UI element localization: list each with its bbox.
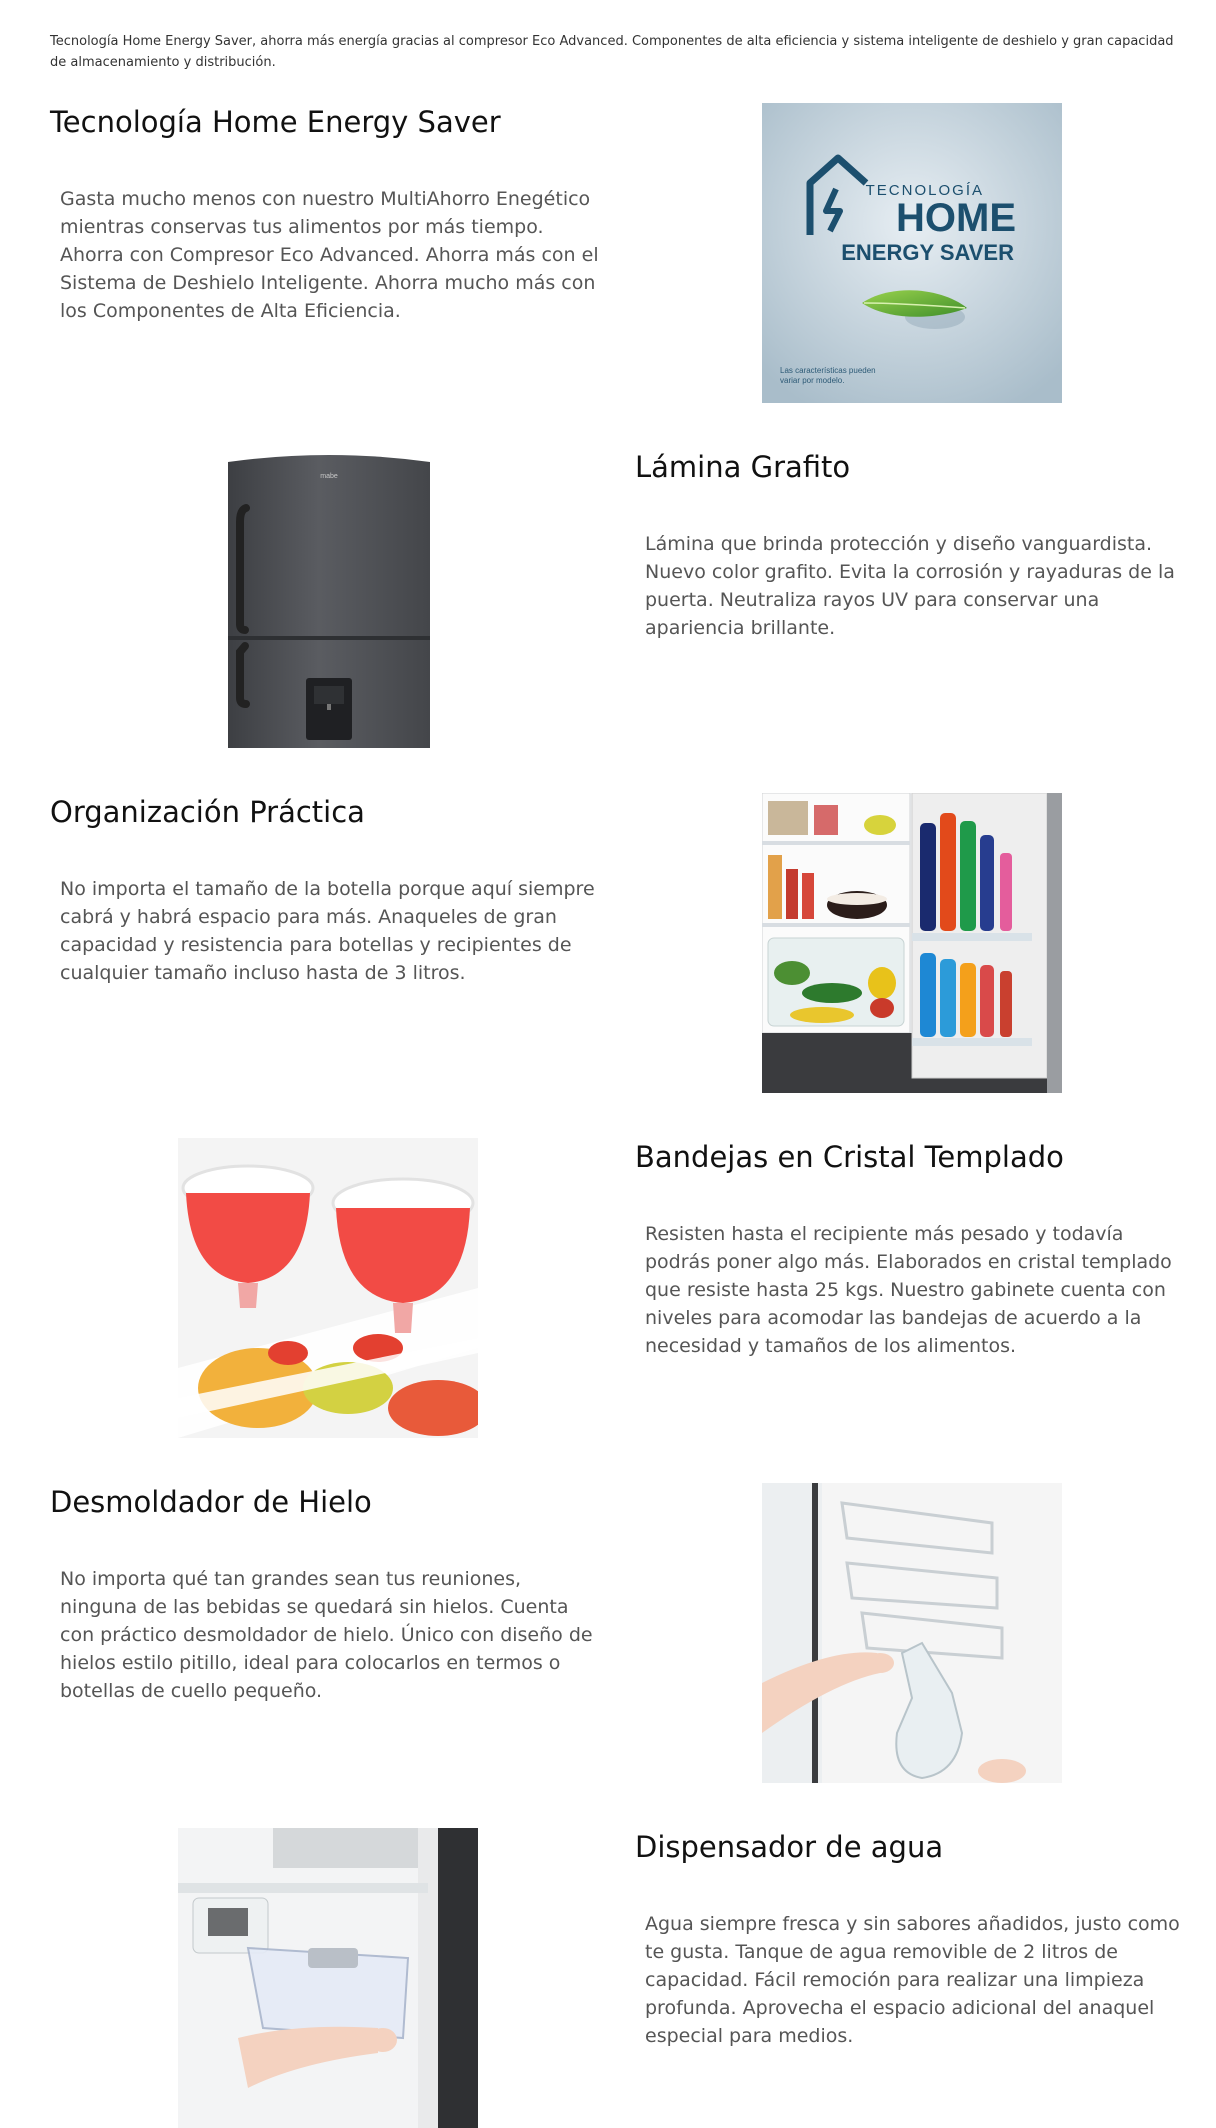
feature-description: Agua siempre fresca y sin sabores añadidos, justo como te gusta. Tanque de agua removible de 2 litros de capacidad. Fácil remoción para realizar una limpieza profunda. Aprovecha el espacio adicional del anaquel especial para medios. (645, 1913, 1180, 2047)
home-energy-saver-image (762, 103, 1062, 403)
feature-bandejas-cristal (0, 1138, 1216, 1438)
feature-title: Organización Práctica (50, 795, 365, 829)
feature-title: Lámina Grafito (635, 450, 851, 484)
feature-title: Bandejas en Cristal Templado (635, 1140, 1064, 1174)
disclaimer-line2: variar por modelo. (780, 376, 845, 385)
graphite-fridge-image (226, 448, 432, 748)
feature-description: Resisten hasta el recipiente más pesado y todavía podrás poner algo más. Elaborados en cristal templado que resiste hasta 25 kgs. Nuestro gabinete cuenta con niveles para acomodar las bandejas de acuerdo a la necesidad y tamaños de los alimentos. (645, 1223, 1172, 1357)
ice-maker-image (762, 1483, 1062, 1783)
feature-title: Desmoldador de Hielo (50, 1485, 372, 1519)
feature-desmoldador-hielo (0, 1483, 1216, 1783)
disclaimer-line1: Las características pueden (780, 366, 876, 375)
feature-lamina-grafito (0, 448, 1216, 748)
feature-organizacion-practica (0, 793, 1216, 1093)
feature-dispensador-agua (0, 1828, 1216, 2128)
logo-line1: TECNOLOGÍA (865, 182, 984, 199)
feature-title: Tecnología Home Energy Saver (50, 105, 501, 139)
feature-description: No importa qué tan grandes sean tus reuniones, ninguna de las bebidas se quedará sin hielos. Cuenta con práctico desmoldador de hielo. Único con diseño de hielos estilo pitillo, ideal para colocarlos en termos o botellas de cuello pequeño. (60, 1568, 593, 1702)
feature-title: Dispensador de agua (635, 1830, 944, 1864)
feature-description: No importa el tamaño de la botella porque aquí siempre cabrá y habrá espacio para más. Anaqueles de gran capacidad y resistencia para botellas y recipientes de cualquier tamaño incluso hasta de 3 litros. (60, 878, 595, 984)
feature-description: Gasta mucho menos con nuestro MultiAhorro Enegético mientras conservas tus alimentos por más tiempo. Ahorra con Compresor Eco Advanced. Ahorra más con el Sistema de Deshielo Inteligente. Ahorra mucho más con los Componentes de Alta Eficiencia. (60, 188, 599, 322)
fridge-interior-image (762, 793, 1062, 1093)
logo-line2: HOME (896, 196, 1016, 240)
feature-description: Lámina que brinda protección y diseño vanguardista. Nuevo color grafito. Evita la corrosión y rayaduras de la puerta. Neutraliza rayos UV para conservar una apariencia brillante. (645, 533, 1175, 639)
tempered-glass-tray-image (178, 1138, 478, 1438)
feature-home-energy-saver (0, 103, 1216, 403)
water-dispenser-image (178, 1828, 478, 2128)
logo-line3: ENERGY SAVER (841, 240, 1014, 265)
brand-logo: mabe (320, 473, 338, 480)
intro-text: Tecnología Home Energy Saver, ahorra más energía gracias al compresor Eco Advanced. Componentes de alta eficiencia y sistema inteligente de deshielo y gran capacidad de almacenamiento y distribución. (50, 34, 1174, 70)
